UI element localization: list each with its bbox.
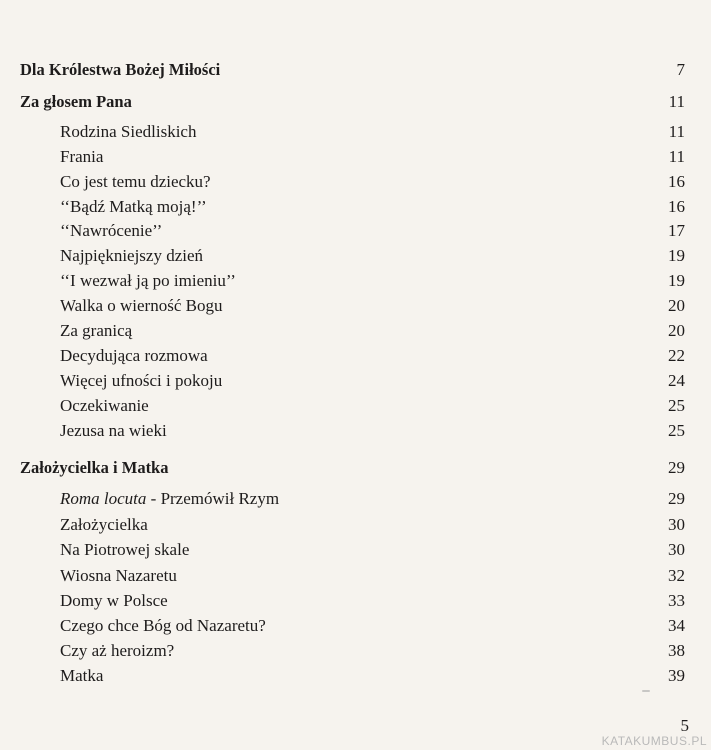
toc-page-number: 33 [668, 591, 685, 610]
toc-page-number: 22 [668, 346, 685, 365]
toc-page-number: 30 [668, 540, 685, 559]
toc-page-number: 16 [668, 197, 685, 216]
toc-entry-row [0, 614, 711, 638]
paper-speck [642, 690, 650, 692]
toc-entry-title: ‘‘I wezwał ją po imieniu’’ [60, 271, 236, 290]
toc-entry-title: ‘‘Nawrócenie’’ [60, 221, 163, 240]
toc-entry-row [0, 319, 711, 343]
toc-section-row [0, 456, 711, 480]
toc-entry-title: Więcej ufności i pokoju [60, 371, 223, 390]
toc-page-number: 11 [668, 147, 685, 166]
toc-entry-row [0, 145, 711, 169]
toc-entry-title: Matka [60, 666, 104, 685]
toc-section-title: Założycielka i Matka [20, 458, 169, 477]
toc-entry-title: ‘‘Bądź Matką moją!’’ [60, 197, 207, 216]
toc-entry-row [0, 487, 711, 511]
toc-entry-title: Jezusa na wieki [60, 421, 167, 440]
toc-page-number: 20 [668, 321, 685, 340]
toc-entry-title: Założycielka [60, 515, 148, 534]
folio-page-number: 5 [680, 716, 689, 735]
toc-page-number: 19 [668, 246, 685, 265]
toc-page-number: 30 [668, 515, 685, 534]
toc-entry-row [0, 294, 711, 318]
toc-entry-row [0, 219, 711, 243]
toc-page-number: 19 [668, 271, 685, 290]
toc-section-title: Dla Królestwa Bożej Miłości [20, 60, 221, 79]
toc-section-row [0, 90, 711, 114]
toc-entry-title: Oczekiwanie [60, 396, 149, 415]
toc-page-number: 32 [668, 566, 685, 585]
toc-page-number: 25 [668, 396, 685, 415]
toc-page-number: 11 [668, 92, 685, 111]
toc-entry-title: Wiosna Nazaretu [60, 566, 177, 585]
toc-page-number: 39 [668, 666, 685, 685]
toc-page-number: 16 [668, 172, 685, 191]
toc-page-number: 24 [668, 371, 685, 390]
toc-page-number: 34 [668, 616, 685, 635]
toc-entry-title: Czego chce Bóg od Nazaretu? [60, 616, 266, 635]
toc-section-row [0, 58, 711, 82]
toc-entry-row [0, 170, 711, 194]
toc-entry-title: Za granicą [60, 321, 133, 340]
toc-page-number: 7 [676, 60, 685, 79]
toc-entry-title: Czy aż heroizm? [60, 641, 175, 660]
toc-entry-row [0, 538, 711, 562]
toc-entry-title-rest: - Przemówił Rzym [146, 489, 280, 508]
toc-entry-row [0, 394, 711, 418]
toc-entry-row [0, 244, 711, 268]
toc-entry-title: Domy w Polsce [60, 591, 168, 610]
toc-entry-title: Najpiękniejszy dzień [60, 246, 204, 265]
toc-entry-row [0, 513, 711, 537]
toc-entry-title: Rodzina Siedliskich [60, 122, 197, 141]
toc-page-number: 17 [668, 221, 685, 240]
toc-page-number: 29 [668, 489, 685, 508]
toc-page-number: 29 [668, 458, 685, 477]
toc-entry-row [0, 195, 711, 219]
watermark: KATAKUMBUS.PL [601, 734, 707, 748]
toc-entry-row [0, 664, 711, 688]
toc-entry-title [60, 487, 279, 511]
toc-entry-row [0, 589, 711, 613]
toc-entry-row [0, 120, 711, 144]
toc-section-title: Za głosem Pana [20, 92, 132, 111]
toc-entry-title: Walka o wierność Bogu [60, 296, 223, 315]
toc-entry-row [0, 564, 711, 588]
toc-entry-title-italic: Roma locuta [60, 489, 147, 508]
toc-entry-title: Na Piotrowej skale [60, 540, 190, 559]
toc-page-number: 38 [668, 641, 685, 660]
toc-entry-title: Frania [60, 147, 104, 166]
toc-page-number: 11 [668, 122, 685, 141]
toc-entry-title: Decydująca rozmowa [60, 346, 208, 365]
toc-page-number: 25 [668, 421, 685, 440]
toc-entry-row [0, 369, 711, 393]
toc-entry-row [0, 639, 711, 663]
toc-entry-title: Co jest temu dziecku? [60, 172, 211, 191]
toc-entry-row [0, 344, 711, 368]
toc-entry-row [0, 419, 711, 443]
toc-page-number: 20 [668, 296, 685, 315]
toc-entry-row [0, 269, 711, 293]
